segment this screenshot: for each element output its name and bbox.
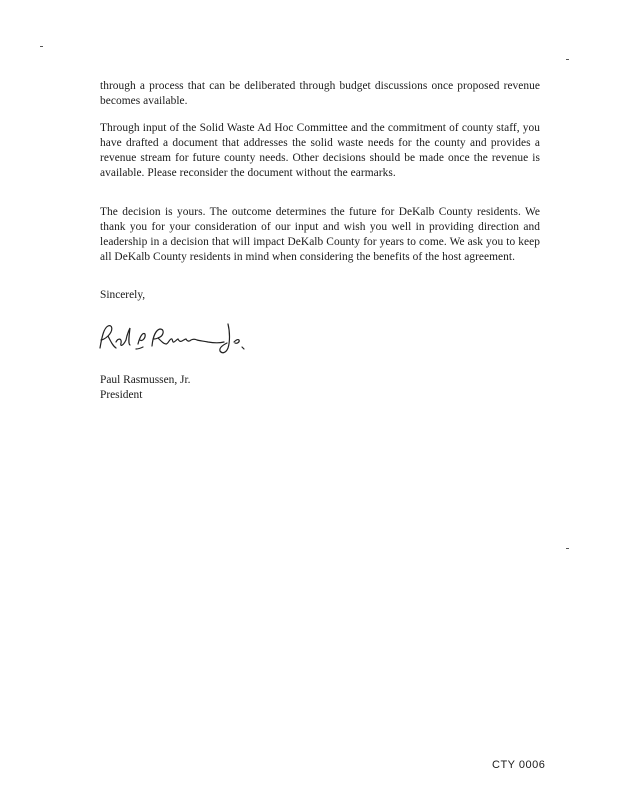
scan-speck (566, 548, 569, 549)
letter-paragraph-continuation: through a process that can be deliberated through budget discussions once proposed revenue becomes available. (100, 80, 540, 107)
letter-paragraph-committee: Through input of the Solid Waste Ad Hoc Committee and the commitment of county staff, you have drafted a document that addresses the solid waste needs for the county and provides a revenue stream for future county needs. Other decisions should be made once the revenue is available. Please reconsider the document without the earmarks. (100, 122, 540, 179)
letter-closing: Sincerely, (100, 289, 146, 301)
signer-name: Paul Rasmussen, Jr. (100, 374, 191, 386)
letter-paragraph-decision: The decision is yours. The outcome determines the future for DeKalb County residents. We thank you for your consideration of our input and wish you well in providing direction and leadership in a decision that will impact DeKalb County for years to come. We ask you to keep all DeKalb County residents in mind when considering the benefits of the host agreement. (100, 206, 540, 263)
handwritten-signature (96, 318, 256, 358)
scan-speck (40, 46, 43, 47)
signer-block (100, 373, 191, 403)
signer-title: President (100, 389, 143, 401)
scan-speck (566, 59, 569, 60)
bates-number: CTY 0006 (492, 759, 546, 771)
